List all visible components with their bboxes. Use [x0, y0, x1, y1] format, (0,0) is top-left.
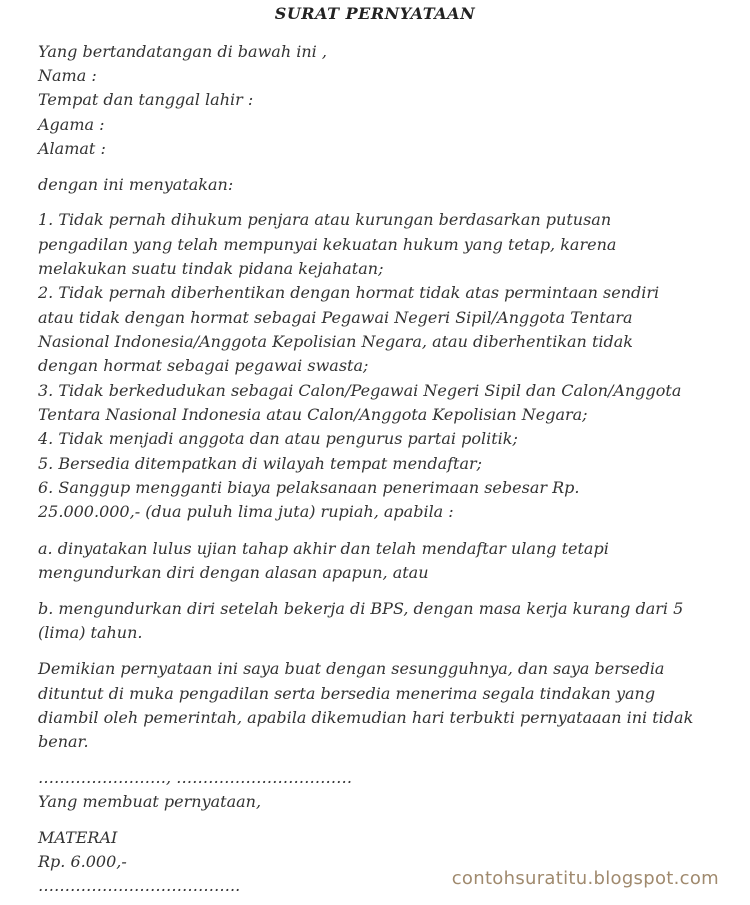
- field-tempat-tanggal-lahir: Tempat dan tanggal lahir :: [38, 90, 254, 109]
- point-3-line-1: 3. Tidak berkedudukan sebagai Calon/Pegawai Negeri Sipil dan Calon/Anggota: [38, 381, 682, 400]
- intro-line: Yang bertandatangan di bawah ini ,: [38, 42, 327, 61]
- watermark: contohsuratitu.blogspot.com: [451, 868, 719, 889]
- closing-line-4: benar.: [38, 732, 89, 751]
- closing-line-3: diambil oleh pemerintah, apabila dikemudian hari terbukti pernyataaan ini tidak: [38, 708, 694, 727]
- point-6-line-1: 6. Sanggup mengganti biaya pelaksanaan penerimaan sebesar Rp.: [38, 478, 580, 497]
- statement-intro: dengan ini menyatakan:: [38, 175, 234, 194]
- place-date-blank: ……………………, ……………………………: [38, 768, 353, 787]
- closing-line-2: dituntut di muka pengadilan serta bersedia menerima segala tindakan yang: [38, 684, 656, 703]
- point-2-line-3: Nasional Indonesia/Anggota Kepolisian Negara, atau diberhentikan tidak: [38, 332, 633, 351]
- point-1-line-2: pengadilan yang telah mempunyai kekuatan hukum yang tetap, karena: [38, 235, 617, 254]
- point-6-line-2: 25.000.000,- (dua puluh lima juta) rupiah, apabila :: [38, 502, 454, 521]
- document-title: SURAT PERNYATAAN: [274, 4, 476, 23]
- field-nama: Nama :: [38, 66, 97, 85]
- field-alamat: Alamat :: [38, 139, 106, 158]
- materai-amount: Rp. 6.000,-: [38, 852, 127, 871]
- point-1-line-1: 1. Tidak pernah dihukum penjara atau kurungan berdasarkan putusan: [38, 210, 612, 229]
- point-4-line-1: 4. Tidak menjadi anggota dan atau pengurus partai politik;: [38, 429, 518, 448]
- point-5-line-1: 5. Bersedia ditempatkan di wilayah tempat mendaftar;: [38, 454, 483, 473]
- condition-b-line-1: b. mengundurkan diri setelah bekerja di BPS, dengan masa kerja kurang dari 5: [38, 599, 684, 618]
- point-2-line-1: 2. Tidak pernah diberhentikan dengan hormat tidak atas permintaan sendiri: [38, 283, 660, 302]
- closing-line-1: Demikian pernyataan ini saya buat dengan sesungguhnya, dan saya bersedia: [38, 659, 665, 678]
- point-2-line-2: atau tidak dengan hormat sebagai Pegawai Negeri Sipil/Anggota Tentara: [38, 308, 633, 327]
- point-2-line-4: dengan hormat sebagai pegawai swasta;: [38, 356, 369, 375]
- condition-a-line-2: mengundurkan diri dengan alasan apapun, atau: [38, 563, 429, 582]
- signer-name-blank: ………………………………..: [38, 876, 241, 895]
- field-agama: Agama :: [38, 115, 105, 134]
- condition-a-line-1: a. dinyatakan lulus ujian tahap akhir dan telah mendaftar ulang tetapi: [38, 539, 609, 558]
- point-1-line-3: melakukan suatu tindak pidana kejahatan;: [38, 259, 384, 278]
- materai-label: MATERAI: [38, 828, 118, 847]
- condition-b-line-2: (lima) tahun.: [38, 623, 143, 642]
- point-3-line-2: Tentara Nasional Indonesia atau Calon/Anggota Kepolisian Negara;: [38, 405, 588, 424]
- signer-label: Yang membuat pernyataan,: [38, 792, 262, 811]
